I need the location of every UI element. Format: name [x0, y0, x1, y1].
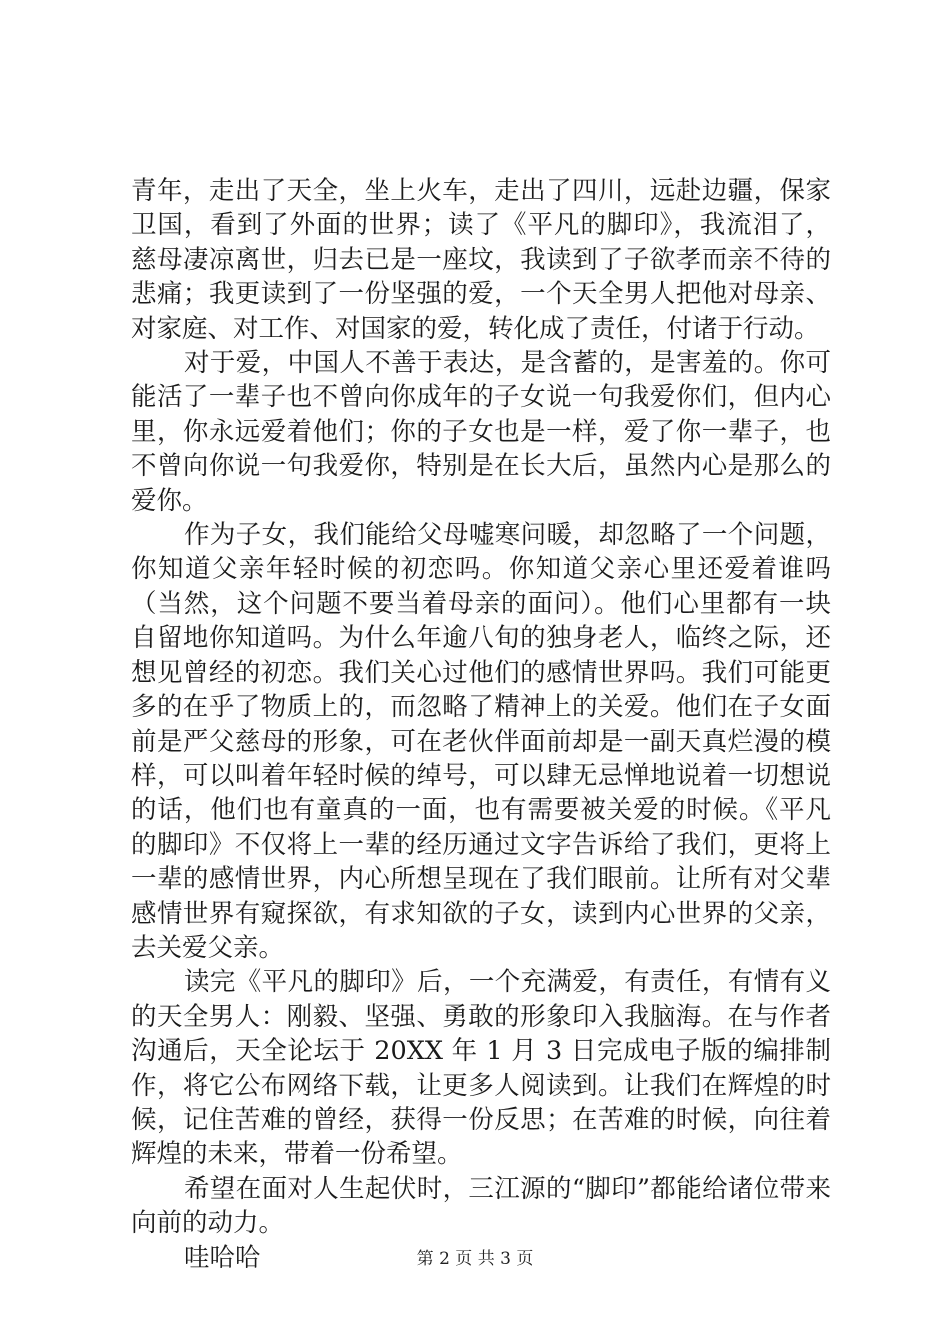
- paragraph-children-care: 作为子女，我们能给父母嘘寒问暖，却忽略了一个问题，你知道父亲年轻时候的初恋吗。你知道父亲心里还爱着谁吗（当然，这个问题不要当着母亲的面问）。他们心里都有一块自留地你知道吗。为什么年逾八旬的独身老人，临终之际，还想见曾经的初恋。我们关心过他们的感情世界吗。我们可能更多的在乎了物质上的，而忽略了精神上的关爱。他们在子女面前是严父慈母的形象，可在老伙伴面前却是一副天真烂漫的模样，可以叫着年轻时候的绰号，可以肆无忌惮地说着一切想说的话，他们也有童真的一面，也有需要被关爱的时候。《平凡的脚印》不仅将上一辈的经历通过文字告诉给了我们，更将上一辈的感情世界，内心所想呈现在了我们眼前。让所有对父辈感情世界有窥探欲，有求知欲的子女，读到内心世界的父亲，去关爱父亲。: [131, 520, 831, 963]
- body-text: [131, 174, 831, 1275]
- paragraph-signature: 哇哈哈: [184, 1242, 261, 1273]
- paragraph-hope: 希望在面对人生起伏时，三江源的“脚印”都能给诸位带来向前的动力。: [131, 1173, 831, 1239]
- paragraph-after-reading: 读完《平凡的脚印》后，一个充满爱，有责任，有情有义的天全男人：刚毅、坚强、勇敢的形象印入我脑海。在与作者沟通后，天全论坛于 20XX 年 1 月 3 日完成电子版的编排制作，将它公布网络下载，让更多人阅读到。让我们在辉煌的时候，记住苦难的曾经，获得一份反思；在苦难的时候，向往着辉煌的未来，带着一份希望。: [131, 967, 831, 1170]
- paragraph-continuation: 青年，走出了天全，坐上火车，走出了四川，远赴边疆，保家卫国，看到了外面的世界；读了《平凡的脚印》，我流泪了，慈母凄凉离世，归去已是一座坟，我读到了子欲孝而亲不待的悲痛；我更读到了一份坚强的爱，一个天全男人把他对母亲、对家庭、对工作、对国家的爱，转化成了责任，付诸于行动。: [131, 176, 831, 344]
- paragraph-love-expression: 对于爱，中国人不善于表达，是含蓄的，是害羞的。你可能活了一辈子也不曾向你成年的子女说一句我爱你们，但内心里，你永远爱着他们；你的子女也是一样，爱了你一辈子，也不曾向你说一句我爱你，特别是在长大后，虽然内心是那么的爱你。: [131, 348, 831, 516]
- page-footer: 第 2 页 共 3 页: [416, 1249, 534, 1269]
